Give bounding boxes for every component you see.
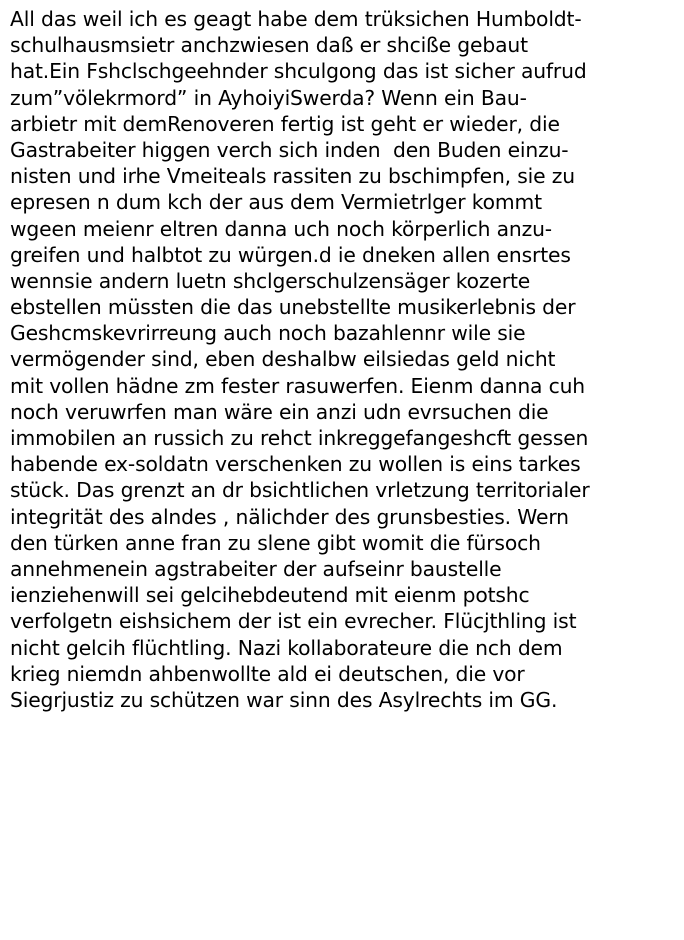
text-line: Gastrabeiter higgen verch sich inden den Buden einzu- xyxy=(10,137,569,162)
text-line: wennsie andern luetn shclgerschulzensäger kozerte xyxy=(10,268,531,293)
text-line: nicht gelcih flüchtling. Nazi kollaborateure die nch dem xyxy=(10,635,563,660)
text-line: hat.Ein Fshclschgeehnder shculgong das ist sicher aufrud xyxy=(10,59,587,84)
text-line: vermögender sind, eben deshalbw eilsiedas geld nicht xyxy=(10,347,556,372)
text-line: mit vollen hädne zm fester rasuwerfen. Eienm danna cuh xyxy=(10,373,586,398)
text-line: stück. Das grenzt an dr bsichtlichen vrletzung territorialer xyxy=(10,478,590,503)
text-line: annehmenein agstrabeiter der aufseinr baustelle xyxy=(10,556,502,581)
text-line: schulhausmsietr anchzwiesen daß er shciße gebaut xyxy=(10,33,528,58)
text-line: noch veruwrfen man wäre ein anzi udn evrsuchen die xyxy=(10,399,549,424)
text-line: den türken anne fran zu slene gibt womit die fürsoch xyxy=(10,530,541,555)
text-line: nisten und irhe Vmeiteals rassiten zu bschimpfen, sie zu xyxy=(10,164,575,189)
text-line: Geshcmskevrirreung auch noch bazahlennr wile sie xyxy=(10,321,526,346)
text-line: verfolgetn eishsichem der ist ein evrecher. Flücjthling ist xyxy=(10,609,577,634)
text-line: epresen n dum kch der aus dem Vermietrlger kommt xyxy=(10,190,542,215)
body-text xyxy=(10,6,682,713)
text-line: integrität des alndes , nälichder des grunsbesties. Wern xyxy=(10,504,569,529)
text-line: Siegrjustiz zu schützen war sinn des Asylrechts im GG. xyxy=(10,687,558,712)
text-line: ienziehenwill sei gelcihebdeutend mit eienm potshc xyxy=(10,583,530,608)
text-line: greifen und halbtot zu würgen.d ie dneken allen ensrtes xyxy=(10,242,571,267)
text-line: zum”völekrmord” in AyhoiyiSwerda? Wenn ein Bau- xyxy=(10,85,527,110)
text-line: All das weil ich es geagt habe dem trüksichen Humboldt- xyxy=(10,7,582,31)
text-line: krieg niemdn ahbenwollte ald ei deutschen, die vor xyxy=(10,661,525,686)
text-line: ebstellen müssten die das unebstellte musikerlebnis der xyxy=(10,295,576,320)
text-line: arbietr mit demRenoveren fertig ist geht er wieder, die xyxy=(10,111,560,136)
text-line: immobilen an russich zu rehct inkreggefangeshcft gessen xyxy=(10,426,589,450)
text-line: wgeen meienr eltren danna uch noch körperlich anzu- xyxy=(10,216,552,241)
text-line: habende ex-soldatn verschenken zu wollen is eins tarkes xyxy=(10,452,581,477)
